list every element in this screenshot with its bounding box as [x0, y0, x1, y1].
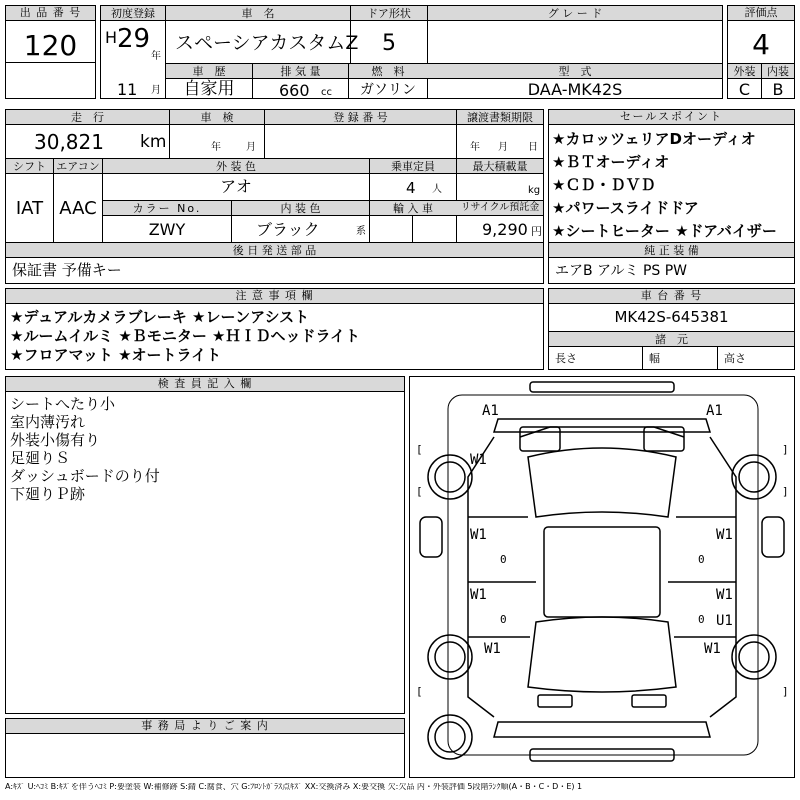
displacement-label: 排 気 量	[280, 65, 321, 78]
color-no-value: ZWY	[148, 220, 186, 239]
details-block	[5, 109, 544, 284]
length-label: 長さ	[555, 352, 577, 365]
inspector-note: 下廻りＰ跡	[10, 485, 86, 503]
inspector-note: 足廻りＳ	[10, 449, 71, 467]
ext-color-label: 外 装 色	[216, 160, 256, 173]
recycle-value: 9,290	[482, 220, 528, 239]
sales-points-box	[548, 109, 795, 284]
aircon-value: AAC	[59, 198, 97, 219]
shift-label: シフト	[13, 160, 46, 173]
chassis-value: MK42S-645381	[614, 308, 729, 326]
mileage-label: 走 行	[71, 111, 104, 124]
inspector-note: 室内薄汚れ	[10, 413, 86, 431]
kg-unit: kg	[528, 185, 541, 196]
reg-no-label: 登 録 番 号	[333, 111, 388, 124]
bracket-mark: ]	[782, 485, 789, 498]
specs-label: 諸 元	[655, 333, 688, 346]
sales-point: ★ＢＴオーディオ	[552, 153, 670, 171]
transfer-label: 譲渡書類期限	[467, 111, 533, 124]
int-color-value: ブラック	[256, 220, 320, 239]
bracket-mark: [	[416, 485, 423, 498]
inspector-notes-list	[10, 395, 160, 503]
km-unit: km	[140, 132, 167, 152]
car-diagram	[410, 377, 794, 777]
mark-w1-rear-left: W1	[484, 641, 501, 657]
import-label: 輸 入 車	[393, 202, 433, 215]
grade-label: グ レ ー ド	[547, 7, 603, 20]
car-name-value: スペーシアカスタムZ	[175, 32, 359, 54]
mark-w1-front-left: W1	[470, 452, 487, 468]
history-label: 車 歴	[192, 65, 226, 78]
lot-number-label: 出 品 番 号	[6, 6, 95, 21]
mark-a1-left: A1	[482, 403, 499, 419]
inspection-label: 車 検	[200, 111, 234, 124]
mark-w1-right-2: W1	[716, 587, 733, 603]
notes-label: 注 意 事 項 欄	[6, 289, 543, 304]
mark-a1-right: A1	[706, 403, 723, 419]
mark-zero: 0	[500, 553, 507, 566]
sales-point: ★カロッツェリアDオーディオ	[552, 130, 756, 148]
office-label: 事 務 局 よ り ご 案 内	[6, 719, 404, 734]
width-label: 幅	[649, 352, 660, 365]
chassis-label: 車 台 番 号	[549, 289, 794, 304]
history-value: 自家用	[183, 79, 235, 99]
displacement-value: 660	[279, 81, 310, 100]
car-name-label: 車 名	[241, 7, 275, 20]
notes-box	[5, 288, 544, 370]
kei-unit: 系	[356, 226, 366, 237]
shift-value: IAT	[15, 198, 44, 219]
yen-unit: 円	[531, 225, 542, 238]
vehicle-info-block	[100, 5, 723, 99]
lot-number-value: 120	[23, 29, 78, 62]
note-line: ★デュアルカメラブレーキ ★レーンアシスト	[10, 308, 310, 326]
sales-point: ★パワースライドドア	[552, 199, 699, 217]
ext-color-value: アオ	[220, 177, 252, 196]
recycle-label: リサイクル預託金	[460, 202, 540, 213]
note-line: ★ルームイルミ ★Ｂモニター ★ＨＩＤヘッドライト	[10, 327, 361, 345]
inspector-note: 外装小傷有り	[10, 431, 101, 449]
bracket-mark: [	[416, 685, 423, 698]
sales-point: ★ＣＤ・ＤＶＤ	[552, 176, 656, 194]
genuine-label: 純 正 装 備	[644, 244, 699, 257]
model-label: 型 式	[558, 65, 592, 78]
lot-number-box	[5, 5, 96, 99]
inspector-note: シートへたり小	[10, 395, 116, 413]
aircon-label: エアコン	[56, 160, 100, 173]
capacity-value: 4	[406, 179, 416, 197]
score-value: 4	[752, 28, 770, 61]
era-letter: H	[105, 28, 118, 47]
person-unit: 人	[432, 184, 442, 195]
car-diagram-box	[409, 376, 795, 778]
note-line: ★フロアマット ★オートライト	[10, 346, 222, 364]
mark-w1-left-1: W1	[470, 527, 487, 543]
exterior-grade: C	[738, 80, 751, 99]
inspector-label: 検 査 員 記 入 欄	[6, 377, 404, 392]
fuel-value: ガソリン	[360, 82, 416, 98]
interior-grade: B	[772, 80, 784, 99]
year-unit: 年	[151, 51, 161, 62]
transfer-day-unit: 日	[528, 142, 538, 153]
cc-unit: cc	[321, 87, 332, 98]
height-label: 高さ	[724, 352, 746, 365]
later-parts-value: 保証書 予備キー	[12, 261, 122, 279]
bracket-mark: ]	[782, 443, 789, 456]
int-color-label: 内 装 色	[280, 202, 321, 215]
max-load-label: 最大積載量	[472, 160, 528, 173]
mark-zero: 0	[500, 613, 507, 626]
bracket-mark: ]	[782, 685, 789, 698]
mark-w1-left-2: W1	[470, 587, 487, 603]
legend-text: A:ｷｽﾞ U:ﾍｺﾐ B:ｷｽﾞを伴うﾍｺﾐ P:要塗装 W:補修跡 S:錆 C:腐食、穴 G:ﾌﾛﾝﾄｶﾞﾗｽ点ｷｽﾞ XX:交換済み X:要交換 欠:欠品 内・外装評価 5段階ﾗﾝｸ順(A・B・C・D・E) 1	[5, 783, 583, 791]
interior-label: 内装	[767, 65, 789, 78]
later-parts-label: 後 日 発 送 部 品	[232, 244, 317, 257]
inspection-year-unit: 年	[211, 142, 221, 153]
sales-points-list	[552, 128, 794, 243]
door-value: 5	[382, 31, 396, 56]
notes-list	[10, 308, 360, 365]
inspector-note: ダッシュボードのり付	[10, 467, 160, 485]
bracket-mark: [	[416, 443, 423, 456]
mark-w1-rear-right: W1	[704, 641, 721, 657]
transfer-month-unit: 月	[498, 142, 508, 153]
genuine-value: エアB アルミ PS PW	[555, 263, 688, 279]
mark-zero: 0	[698, 553, 705, 566]
fuel-label: 燃 料	[371, 65, 405, 78]
transfer-year-unit: 年	[470, 142, 480, 153]
first-reg-label: 初度登録	[111, 7, 155, 20]
model-value: DAA-MK42S	[527, 80, 623, 99]
color-no-label: カラー No.	[132, 202, 202, 215]
reg-month: 11	[117, 80, 138, 99]
inspector-box	[5, 376, 405, 714]
month-unit: 月	[151, 85, 161, 96]
reg-year: 29	[117, 24, 151, 54]
mark-w1-right-1: W1	[716, 527, 733, 543]
office-box	[5, 718, 405, 778]
capacity-label: 乗車定員	[391, 160, 435, 173]
chassis-box	[548, 288, 795, 370]
mark-zero: 0	[698, 613, 705, 626]
mark-u1-right: U1	[716, 613, 733, 629]
mileage-value: 30,821	[34, 130, 104, 154]
sales-points-label: セールスポイント	[549, 110, 794, 125]
inspection-month-unit: 月	[246, 142, 256, 153]
sales-point: ★シートヒーター ★ドアバイザー	[552, 222, 777, 240]
score-label: 評価点	[728, 6, 794, 21]
exterior-label: 外装	[733, 65, 756, 78]
door-label: ドア形状	[367, 7, 411, 20]
score-box	[727, 5, 795, 99]
